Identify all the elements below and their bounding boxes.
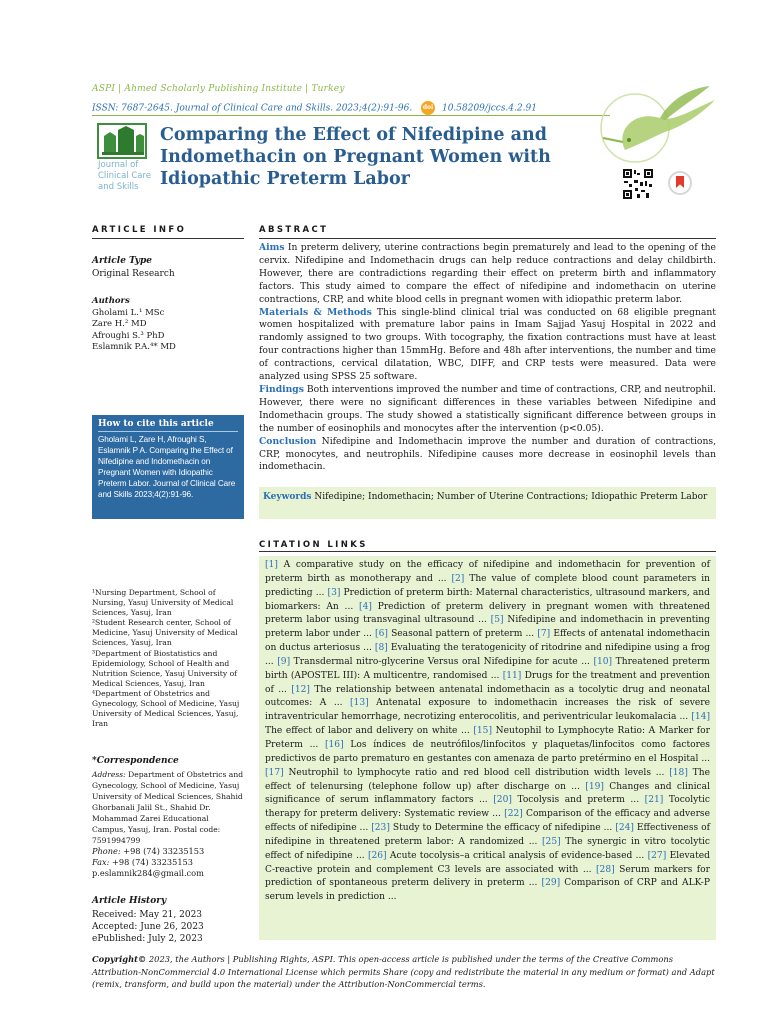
header-divider [92,115,610,116]
article-info-heading: ARTICLE INFO [92,225,187,235]
affiliation-item: ¹Nursing Department, School of Nursing, Yasuj University of Medical Sciences, Yasuj, Iran [92,588,234,618]
article-type-label: Article Type [92,256,153,266]
history-accepted: Accepted: June 26, 2023 [92,922,204,933]
aims-label: Aims [259,242,285,253]
address-value: Department of Obstetrics and Gynecology, School of Medicine, Yasuj University of Medical Sciences, Shahid Ghorbanali Jalil St., Shahid Dr. Mohammad Zarei Educational Campus, Yasuj, Iran. Postal code: 7591994799 [92,770,244,845]
citation-number: [6] [375,629,388,640]
correspondence-fax [92,857,244,868]
citation-number: [1] [265,560,278,570]
citation-title: Drugs for the treatment and prevention of ... [265,670,710,695]
citation-number: [26] [367,850,387,861]
keywords-text: Nifedipine; Indomethacin; Number of Uterine Contractions; Idiopathic Preterm Labor [314,492,708,502]
copyright-label: Copyright© [92,954,147,964]
citation-links-divider [259,551,716,552]
authors-list [92,308,176,353]
citation-title: Changes and clinical significance of serum inflammatory factors ... [265,781,710,806]
citation-number: [8] [374,643,388,654]
correspondence-address [92,769,244,846]
abstract-divider [259,238,716,239]
citation-title: Effects of antenatal indomethacin on ductus arteriosus ... [265,629,710,654]
citation-link[interactable] [265,768,664,778]
citation-number: [12] [291,684,310,695]
abstract-conclusion [259,436,716,475]
copyright-text: 2023, the Authors | Publishing Rights, ASPI. This open-access article is published under the terms of the Creative Commons Attribution-NonCommercial 4.0 International License which permits Share (copy and redistribute the material in any medium or format) and Adapt (remix, transform, and build upon the material) under the Attribution-NonCommercial terms. [92,954,715,989]
citation-title: Transdermal nitro-glycerine Versus oral Nifedipine for acute ... [293,656,590,667]
citation-number: [7] [537,629,551,640]
qr-code-icon[interactable] [622,168,654,200]
article-history [92,909,204,946]
phone-label: Phone: [92,846,121,856]
keywords-label: Keywords [263,492,312,502]
affiliations [92,588,244,729]
citation-number: [28] [595,864,615,875]
citation-number: [23] [371,823,390,834]
citation-number: [2] [451,573,465,584]
citation-title: Prediction of preterm birth: Maternal characteristics, ultrasound markers, and biomarkers: An ... [265,587,710,612]
history-received: Received: May 21, 2023 [92,910,203,920]
citation-title: Seasonal pattern of preterm ... [391,629,535,640]
citation-number: [3] [327,587,341,598]
citation-title: Comparison of the efficacy and adverse effects of nifedipine ... [265,809,710,834]
author-item: Eslamnik P.A.⁴* MD [92,341,176,352]
citation-link[interactable] [371,823,612,833]
citation-title: Nifedipine and indomethacin in preventing preterm labor under ... [265,615,710,640]
conclusion-text: Nifedipine and Indomethacin improve the number and duration of contractions, CRP, monocytes, and neutrophils. Nifedipine causes more decrease in eosinophil levels than indomethacin. [259,435,717,473]
article-type-value: Original Research [92,269,175,279]
journal-emblem-icon [96,122,148,164]
citation-title: Acute tocolysis–a critical analysis of evidence-based ... [389,850,645,861]
abstract-heading: ABSTRACT [259,225,329,235]
citation-number: [17] [265,767,284,778]
correspondence-email[interactable]: p.eslamnik284@gmail.com [92,868,204,878]
citation-title: Effectiveness of nifedipine in threatened preterm labor: A randomized ... [265,823,710,847]
citation-number: [24] [615,823,634,834]
citation-number: [11] [502,670,522,681]
article-history-label: Article History [92,896,167,906]
affiliation-item: ²Student Research center, School of Medicine, Yasuj University of Medical Sciences, Yasuj, Iran [92,618,238,648]
article-title: Comparing the Effect of Nifedipine and Indomethacin on Pregnant Women with Idiopathic Preterm Labor [160,125,551,189]
author-item: Gholami L.¹ MSc [92,308,165,318]
article-info-divider [92,238,244,239]
citation-title: The relationship between antenatal indomethacin as a tocolytic drug and neonatal outcomes: A ... [265,684,710,709]
journal-citation: ISSN: 7687-2645. Journal of Clinical Care and Skills. 2023;4(2):91-96. [92,103,413,114]
phone-value: +98 (74) 33235153 [123,846,205,856]
citation-title: Neutrophil to lymphocyte ratio and red blood cell distribution width levels ... [288,767,665,778]
abstract-aims [259,242,716,307]
abstract-findings [259,384,716,436]
citation-title: Evaluating the teratogenicity of ritodrine and nifedipine using a frog ... [265,643,710,667]
doi-icon: doi [421,101,435,115]
citation-number: [22] [504,809,523,820]
citation-title: Antenatal exposure to indomethacin increases the risk of severe intraventricular hemorrhage, necrotizing enterocolitis, and periventricular leukomalacia ... [265,698,710,723]
fax-value: +98 (74) 33235153 [112,857,193,867]
citation-title: Neutophil to Lymphocyte Ratio: A Marker for Preterm ... [265,726,710,750]
citation-links-box [259,556,716,940]
citation-title: Prediction of preterm delivery in pregnant women with threatened preterm labor using transvaginal ultrasound ... [265,601,710,626]
citation-title: Threatened preterm birth (APOSTEL III): A multicentre, randomised ... [265,656,710,681]
citation-link[interactable] [265,740,710,764]
citation-link[interactable] [368,851,644,861]
correspondence-label: *Correspondence [92,756,179,766]
citation-title: Tocolytic therapy for preterm delivery: Systematic review ... [265,795,710,820]
abstract-methods [259,307,716,384]
keywords-box [259,487,716,519]
citation-title: Elevated C-reactive protein and complement C3 levels are associated with ... [265,850,710,875]
citation-number: [19] [585,781,604,792]
citation-title: Serum markers for prediction of spontaneous preterm delivery in preterm ... [265,864,710,889]
hummingbird-icon [565,80,725,180]
history-published: ePublished: July 2, 2023 [92,934,203,945]
citation-number: [29] [541,878,561,889]
citation-number: [20] [493,795,512,806]
affiliation-item: ⁴Department of Obstetrics and Gynecology, School of Medicine, Yasuj University of Medical Sciences, Yasuj, Iran [92,688,240,729]
how-to-cite-box [92,415,244,519]
citation-number: [15] [473,726,493,737]
citation-link[interactable] [493,795,639,805]
citation-title: The synergic in vitro tocolytic effect of nifedipine ... [265,836,710,861]
copyright-notice [92,953,716,991]
citation-link[interactable] [375,629,534,639]
authors-label: Authors [92,296,130,306]
citation-number: [18] [669,767,688,778]
address-label: Address: [92,770,126,779]
citation-number: [10] [593,656,613,667]
citation-number: [14] [691,712,710,723]
how-to-cite-text: Gholami L, Zare H, Afroughi S, Eslamnik P A. Comparing the Effect of Nifedipine and Indomethacin on Pregnant Women with Idiopathic Preterm Labor. Journal of Clinical Care and Skills 2023;4(2):91-96. [98,435,236,499]
doi-link[interactable]: 10.58209/jccs.4.2.91 [441,103,537,114]
citation-number: [5] [490,615,504,626]
findings-label: Findings [259,383,304,395]
methods-label: Materials & Methods [259,306,372,318]
journal-logo-text: Journal of Clinical Care and Skills [98,160,152,192]
crossmark-icon[interactable] [668,171,692,195]
citation-title: Los índices de neutrófilos/linfocitos y plaquetas/linfocitos como factores predictivos de parto prematuro en gestantes con amenaza de parto pretérmino en el Hospital ... [265,739,710,764]
fax-label: Fax: [92,857,110,867]
citation-title: Tocolysis and preterm ... [517,795,640,806]
citation-number: [9] [277,656,291,667]
affiliation-item: ³Department of Biostatistics and Epidemiology, School of Health and Nutrition Science, Yasuj University of Medical Sciences, Yasuj, Iran [92,648,237,688]
citation-title: The effect of telenursing (telephone follow up) after discharge on ... [265,767,710,792]
author-item: Afroughi S.³ PhD [92,330,165,341]
citation-number: [4] [359,601,372,612]
how-to-cite-heading: How to cite this article [98,419,238,432]
citation-links-heading: CITATION LINKS [259,540,368,550]
citation-number: [25] [542,836,561,847]
author-item: Zare H.² MD [92,319,147,330]
citation-title: A comparative study on the efficacy of nifedipine and indomethacin for prevention of preterm birth as monotherapy and ... [265,560,710,584]
citation-title: The value of complete blood count parameters in predicting ... [265,573,710,598]
citation-title: The effect of labor and delivery on white ... [265,726,470,737]
conclusion-label: Conclusion [259,435,317,447]
journal-logo-icon [92,122,152,196]
citation-number: [13] [349,698,369,709]
publisher-line: ASPI | Ahmed Scholarly Publishing Institute | Turkey [92,84,345,94]
findings-text: Both interventions improved the number and time of contractions, CRP, and neutrophil. However, there were no significant differences in these variables between Nifedipine and Indomethacin groups. The study showed a statistically significant difference between groups in the number of eosinophils and monocytes after the intervention (p<0.05). [259,383,717,434]
citation-title: Comparison of CRP and ALK-P serum levels in prediction ... [265,878,710,903]
citation-number: [16] [324,739,344,750]
correspondence-block [92,769,244,879]
citation-title: Study to Determine the efficacy of nifedipine ... [392,823,613,834]
methods-text: This single-blind clinical trial was conducted on 68 eligible pregnant women hospitalized with premature labor pains in Imam Sajjad Yasuj Hospital in 2022 and randomly assigned to two groups. With tocography, the fixation contractions must have at least four contractions higher than 15mmHg. Before and 48h after interventions, the number and time of contractions, cervical dilatation, WBC, DIFF, and CRP tests were measured. Data were analyzed using SPSS 25 software. [259,306,717,383]
citation-number: [21] [644,795,664,806]
citation-link[interactable] [277,657,590,667]
aims-text: In preterm delivery, uterine contractions begin prematurely and lead to the opening of the cervix. Nifedipine and Indomethacin drugs can help reduce contractions and delay childbirth. However, there are contradictions regarding their effect on preterm birth and inflammatory factors. This study aimed to compare the effect of nifedipine and indomethacin on uterine contractions, CRP, and white blood cells in pregnant women with idiopathic preterm labor. [259,242,716,305]
issn-line [92,101,537,115]
citation-number: [27] [647,850,667,861]
correspondence-phone [92,846,244,857]
abstract-body [259,242,716,474]
